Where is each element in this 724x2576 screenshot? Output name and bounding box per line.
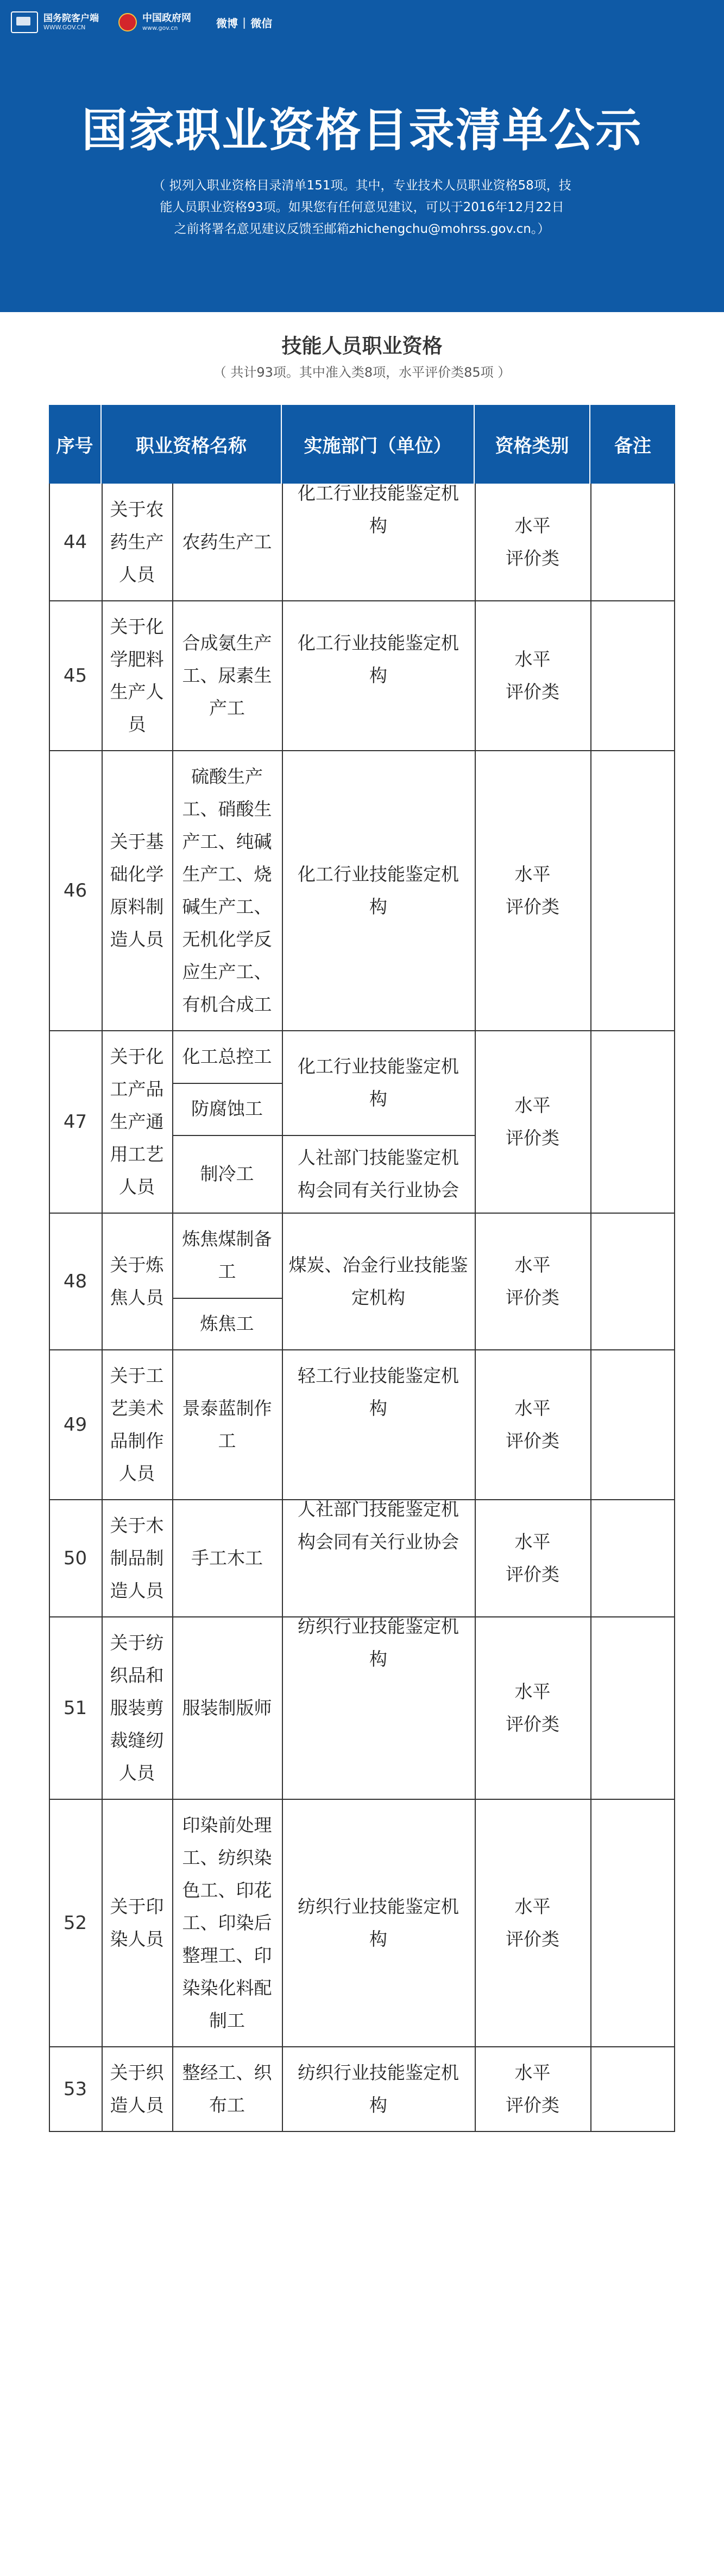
group-name-text [110, 1890, 164, 1956]
intro-line: （ 拟列入职业资格目录清单151项。其中，专业技术人员职业资格58项，技 [153, 179, 571, 193]
department [282, 1617, 475, 1669]
department-line: 化工行业技能鉴定机 [298, 632, 459, 653]
remarks [590, 2047, 675, 2131]
department [282, 2047, 475, 2131]
department [282, 1135, 475, 1213]
group-name-text [110, 1627, 164, 1790]
qualification-name-line: 产工 [209, 697, 245, 719]
category [475, 2047, 590, 2131]
sub-divider [172, 1298, 282, 1299]
remarks [590, 1350, 675, 1500]
category-line: 水平 [514, 864, 551, 885]
dept-divider [282, 1135, 475, 1136]
row-number-text: 49 [63, 1414, 87, 1436]
department-line: 构 [369, 1928, 387, 1950]
column-divider [590, 484, 591, 2131]
qualification-name-text [182, 1223, 272, 1288]
group-name-text [110, 493, 164, 591]
group-name [102, 1500, 172, 1617]
remarks [590, 1617, 675, 1799]
column-divider [102, 484, 103, 2131]
row-number-text: 44 [63, 531, 87, 553]
category-text [506, 1392, 559, 1457]
group-name-line: 造人员 [110, 1580, 164, 1601]
group-name-line: 生产通 [110, 1111, 164, 1132]
remarks [590, 751, 675, 1031]
row-number-text: 51 [63, 1697, 87, 1719]
group-name-line: 制品制 [110, 1547, 164, 1569]
category-line: 评价类 [506, 1564, 559, 1585]
group-name-line: 关于工 [110, 1365, 164, 1386]
column-divider [49, 484, 50, 2131]
group-name-line: 关于农 [110, 499, 164, 520]
national-emblem-icon [118, 13, 137, 31]
qualification-table [49, 405, 675, 2576]
qualification-name [172, 1298, 282, 1350]
sub-divider [172, 1135, 282, 1136]
department-text [298, 1360, 459, 1425]
gov-logo-name: 中国政府网 [142, 12, 191, 24]
department-line: 化工行业技能鉴定机 [298, 1056, 459, 1077]
group-name-line: 关于化 [110, 1046, 164, 1067]
column-divider [475, 484, 476, 2131]
qualification-name-text [182, 1692, 272, 1724]
remarks [590, 1213, 675, 1350]
qualification-name-line: 印染前处理 [182, 1814, 272, 1836]
group-name-line: 学肥料 [110, 649, 164, 670]
qualification-name-line: 制冷工 [200, 1163, 254, 1184]
department-line: 化工行业技能鉴定机 [298, 483, 459, 504]
category-text [506, 858, 559, 923]
category [475, 1617, 590, 1799]
group-name [102, 751, 172, 1031]
intro-line: 之前将署名意见建议反馈至邮箱zhichengchu@mohrss.gov.cn。） [174, 222, 550, 236]
top-bar [0, 0, 724, 47]
group-name-line: 染人员 [110, 1928, 164, 1950]
app-logo-name: 国务院客户端 [43, 13, 99, 24]
group-name-line: 原料制 [110, 896, 164, 917]
remarks [590, 1031, 675, 1213]
department-line: 化工行业技能鉴定机 [298, 864, 459, 885]
row-number [49, 1031, 102, 1213]
qualification-name-text [182, 1809, 272, 2037]
department-text [298, 2057, 459, 2122]
row-number-text: 47 [63, 1111, 87, 1133]
qualification-name [172, 484, 282, 601]
group-name [102, 484, 172, 601]
category-text [506, 2057, 559, 2122]
category-text [506, 1890, 559, 1956]
department-line: 构 [369, 896, 387, 917]
qualification-name-line: 工 [218, 1261, 236, 1282]
group-name-line: 用工艺 [110, 1144, 164, 1165]
qualification-name [172, 1350, 282, 1500]
category [475, 1350, 590, 1500]
department-line: 构会同有关行业协会 [298, 1531, 459, 1552]
category-line: 评价类 [506, 1127, 559, 1149]
qualification-name-line: 化工总控工 [182, 1046, 272, 1067]
group-name-text [110, 1509, 164, 1607]
group-name-text [110, 1360, 164, 1490]
qualification-name-line: 产工、纯碱 [182, 831, 272, 852]
row-number [49, 1799, 102, 2047]
group-name-line: 工产品 [110, 1078, 164, 1100]
section-subtitle: （ 共计93项。其中准入类8项，水平评价类85项 ） [213, 365, 511, 380]
header-no: 序号 [49, 405, 102, 484]
qualification-name-line: 整经工、织 [182, 2062, 272, 2083]
department-line: 纺织行业技能鉴定机 [298, 1896, 459, 1917]
weibo-link[interactable]: 微博 [216, 16, 238, 30]
department [282, 1799, 475, 2047]
row-number [49, 2047, 102, 2131]
qualification-name [172, 1799, 282, 2047]
department-text [298, 1141, 459, 1207]
qualification-name-text [182, 1392, 272, 1457]
row-number-text: 50 [63, 1547, 87, 1569]
category-line: 评价类 [506, 2095, 559, 2116]
qualification-name-text [182, 760, 272, 1021]
row-number [49, 1500, 102, 1617]
row-number [49, 1617, 102, 1799]
category-line: 评价类 [506, 548, 559, 569]
qualification-name-text [191, 1542, 263, 1575]
gov-logo[interactable] [118, 9, 191, 36]
qualification-name-text [200, 1158, 254, 1190]
group-name-line: 裁缝纫 [110, 1730, 164, 1751]
group-name-line: 造人员 [110, 2095, 164, 2116]
qualification-name-line: 染染化料配 [182, 1977, 272, 1998]
column-divider [282, 484, 283, 2131]
header-department: 实施部门（单位） [282, 405, 475, 484]
qualification-name-text [182, 627, 272, 725]
qualification-name-line: 工、硝酸生 [182, 798, 272, 820]
category [475, 1500, 590, 1617]
row-number-text: 46 [63, 880, 87, 902]
group-name-line: 服装剪 [110, 1697, 164, 1718]
qualification-name-line: 布工 [209, 2095, 245, 2116]
group-name-line: 关于印 [110, 1896, 164, 1917]
group-name-line: 础化学 [110, 864, 164, 885]
qualification-name-line: 服装制版师 [182, 1697, 272, 1718]
qualification-name-line: 防腐蚀工 [191, 1098, 263, 1119]
department-text [298, 1050, 459, 1115]
qualification-name-line: 景泰蓝制作 [182, 1398, 272, 1419]
qualification-name-line: 制工 [209, 2010, 245, 2031]
category-line: 水平 [514, 2062, 551, 2083]
category-line: 水平 [514, 1398, 551, 1419]
department [282, 1350, 475, 1435]
remarks [590, 1799, 675, 2047]
qualification-name-text [200, 1308, 254, 1340]
department-line: 构 [369, 515, 387, 536]
category [475, 1213, 590, 1350]
row-number [49, 1350, 102, 1500]
qualification-name-line: 有机合成工 [182, 994, 272, 1015]
group-name-line: 造人员 [110, 929, 164, 950]
group-name-text [110, 611, 164, 741]
category-line: 评价类 [506, 896, 559, 917]
category [475, 601, 590, 751]
qualification-name-line: 色工、印花 [182, 1880, 272, 1901]
department-line: 人社部门技能鉴定机 [298, 1499, 459, 1520]
department-line: 纺织行业技能鉴定机 [298, 2062, 459, 2083]
qualification-name-text [191, 1093, 263, 1125]
header-banner [0, 0, 724, 312]
row-number-text: 53 [63, 2078, 87, 2100]
category-line: 评价类 [506, 1430, 559, 1451]
qualification-name-line: 工、尿素生 [182, 665, 272, 686]
app-logo-icon [11, 11, 38, 33]
group-name-text [110, 2057, 164, 2122]
department-line: 构 [369, 665, 387, 686]
category-line: 水平 [514, 1681, 551, 1702]
row-number [49, 1213, 102, 1350]
category-line: 评价类 [506, 1287, 559, 1308]
qualification-name [172, 1083, 282, 1135]
header-remarks: 备注 [590, 405, 675, 484]
group-name-line: 焦人员 [110, 1287, 164, 1308]
column-divider [172, 484, 173, 2131]
qualification-name-text [182, 1040, 272, 1073]
department-line: 构 [369, 2095, 387, 2116]
category-line: 评价类 [506, 681, 559, 702]
qualification-name-text [182, 2057, 272, 2122]
group-name-text [110, 826, 164, 956]
qualification-name-line: 合成氨生产 [182, 632, 272, 653]
category-line: 水平 [514, 1531, 551, 1552]
qualification-name-text [182, 526, 272, 559]
category [475, 484, 590, 601]
sub-divider [172, 1083, 282, 1084]
category-line: 水平 [514, 1254, 551, 1276]
category-text [506, 1676, 559, 1741]
department-text [298, 1610, 459, 1676]
group-name [102, 1031, 172, 1213]
category [475, 1031, 590, 1213]
category-text [506, 1526, 559, 1591]
social-separator: | [242, 16, 247, 29]
group-name-line: 关于织 [110, 2062, 164, 2083]
qualification-name-line: 硫酸生产 [191, 766, 263, 787]
column-divider [674, 484, 675, 2131]
qualification-name [172, 1500, 282, 1617]
group-name [102, 2047, 172, 2131]
department-line: 构会同有关行业协会 [298, 1179, 459, 1201]
category [475, 751, 590, 1031]
qualification-name-line: 整理工、印 [182, 1945, 272, 1966]
group-name-line: 药生产 [110, 531, 164, 553]
department-line: 构 [369, 1398, 387, 1419]
qualification-name [172, 2047, 282, 2131]
page-title: 国家职业资格目录清单公示 [81, 104, 643, 157]
department-line: 构 [369, 1088, 387, 1109]
category-text [506, 510, 559, 575]
gov-logo-url: www.gov.cn [142, 24, 178, 31]
qualification-name-line: 农药生产工 [182, 531, 272, 553]
header-qualification-name: 职业资格名称 [102, 405, 282, 484]
category-line: 水平 [514, 515, 551, 536]
qualification-name-line: 工 [218, 1430, 236, 1451]
department-line: 构 [369, 1648, 387, 1670]
department-line: 人社部门技能鉴定机 [298, 1147, 459, 1168]
category-text [506, 1089, 559, 1154]
department-text [298, 1890, 459, 1956]
qualification-name [172, 1617, 282, 1799]
group-name-line: 生产人 [110, 681, 164, 702]
row-number [49, 484, 102, 601]
group-name [102, 1350, 172, 1500]
department [282, 1213, 475, 1350]
department-line: 轻工行业技能鉴定机 [298, 1365, 459, 1386]
qualification-name [172, 1135, 282, 1213]
group-name [102, 1617, 172, 1799]
group-name-line: 关于纺 [110, 1632, 164, 1653]
category-line: 水平 [514, 649, 551, 670]
group-name-line: 关于木 [110, 1515, 164, 1536]
department-text [289, 1249, 468, 1314]
group-name-line: 人员 [119, 1762, 155, 1784]
group-name-line: 品制作 [110, 1430, 164, 1451]
weixin-link[interactable]: 微信 [250, 16, 273, 30]
group-name-line: 关于炼 [110, 1254, 164, 1276]
qualification-name-line: 工、纺织染 [182, 1847, 272, 1868]
remarks [590, 601, 675, 751]
group-name-line: 人员 [119, 1176, 155, 1197]
department-line: 煤炭、冶金行业技能鉴 [288, 1254, 468, 1276]
group-name-text [110, 1249, 164, 1314]
qualification-name [172, 1213, 282, 1298]
category-line: 水平 [514, 1896, 551, 1917]
qualification-name-line: 碱生产工、 [182, 896, 272, 917]
group-name-line: 关于化 [110, 616, 164, 637]
qualification-name [172, 751, 282, 1031]
department-text [298, 477, 459, 542]
department-line: 纺织行业技能鉴定机 [298, 1616, 459, 1637]
department-text [298, 1493, 459, 1558]
header-category: 资格类别 [475, 405, 590, 484]
remarks [590, 484, 675, 601]
group-name-line: 人员 [119, 1463, 155, 1484]
department [282, 601, 475, 718]
department [282, 484, 475, 536]
row-number [49, 751, 102, 1031]
row-number-text: 45 [63, 665, 87, 687]
row-divider [49, 2131, 675, 2132]
group-name-line: 艺美术 [110, 1398, 164, 1419]
qualification-name [172, 601, 282, 751]
qualification-name-line: 工、印染后 [182, 1912, 272, 1933]
department [282, 1031, 475, 1135]
group-name [102, 1213, 172, 1350]
row-number-text: 52 [63, 1912, 87, 1934]
remarks [590, 1500, 675, 1617]
intro-text [119, 175, 605, 240]
group-name [102, 601, 172, 751]
department [282, 751, 475, 1031]
category-text [506, 643, 559, 708]
qualification-name-line: 生产工、烧 [182, 864, 272, 885]
category-line: 评价类 [506, 1928, 559, 1950]
department-text [298, 627, 459, 692]
qualification-name-line: 炼焦工 [200, 1313, 254, 1334]
intro-line: 能人员职业资格93项。如果您有任何意见建议，可以于2016年12月22日 [160, 200, 564, 214]
app-logo-url: WWW.GOV.CN [43, 24, 86, 31]
qualification-name-line: 手工木工 [191, 1547, 263, 1569]
qualification-name-line: 炼焦煤制备 [182, 1228, 272, 1249]
social-links [216, 9, 272, 36]
category-line: 水平 [514, 1095, 551, 1116]
group-name-line: 员 [128, 714, 146, 735]
qualification-name-line: 无机化学反 [182, 929, 272, 950]
group-name [102, 1799, 172, 2047]
group-name-line: 人员 [119, 564, 155, 585]
department-line: 定机构 [351, 1287, 405, 1308]
app-logo[interactable] [11, 9, 99, 36]
department [282, 1500, 475, 1552]
group-name-text [110, 1040, 164, 1203]
category-line: 评价类 [506, 1714, 559, 1735]
qualification-name-line: 应生产工、 [182, 961, 272, 982]
group-name-line: 关于基 [110, 831, 164, 852]
row-number [49, 601, 102, 751]
department-text [298, 858, 459, 923]
row-number-text: 48 [63, 1271, 87, 1292]
category [475, 1799, 590, 2047]
qualification-name [172, 1031, 282, 1083]
group-name-line: 织品和 [110, 1665, 164, 1686]
section-title: 技能人员职业资格 [281, 334, 443, 358]
category-text [506, 1249, 559, 1314]
